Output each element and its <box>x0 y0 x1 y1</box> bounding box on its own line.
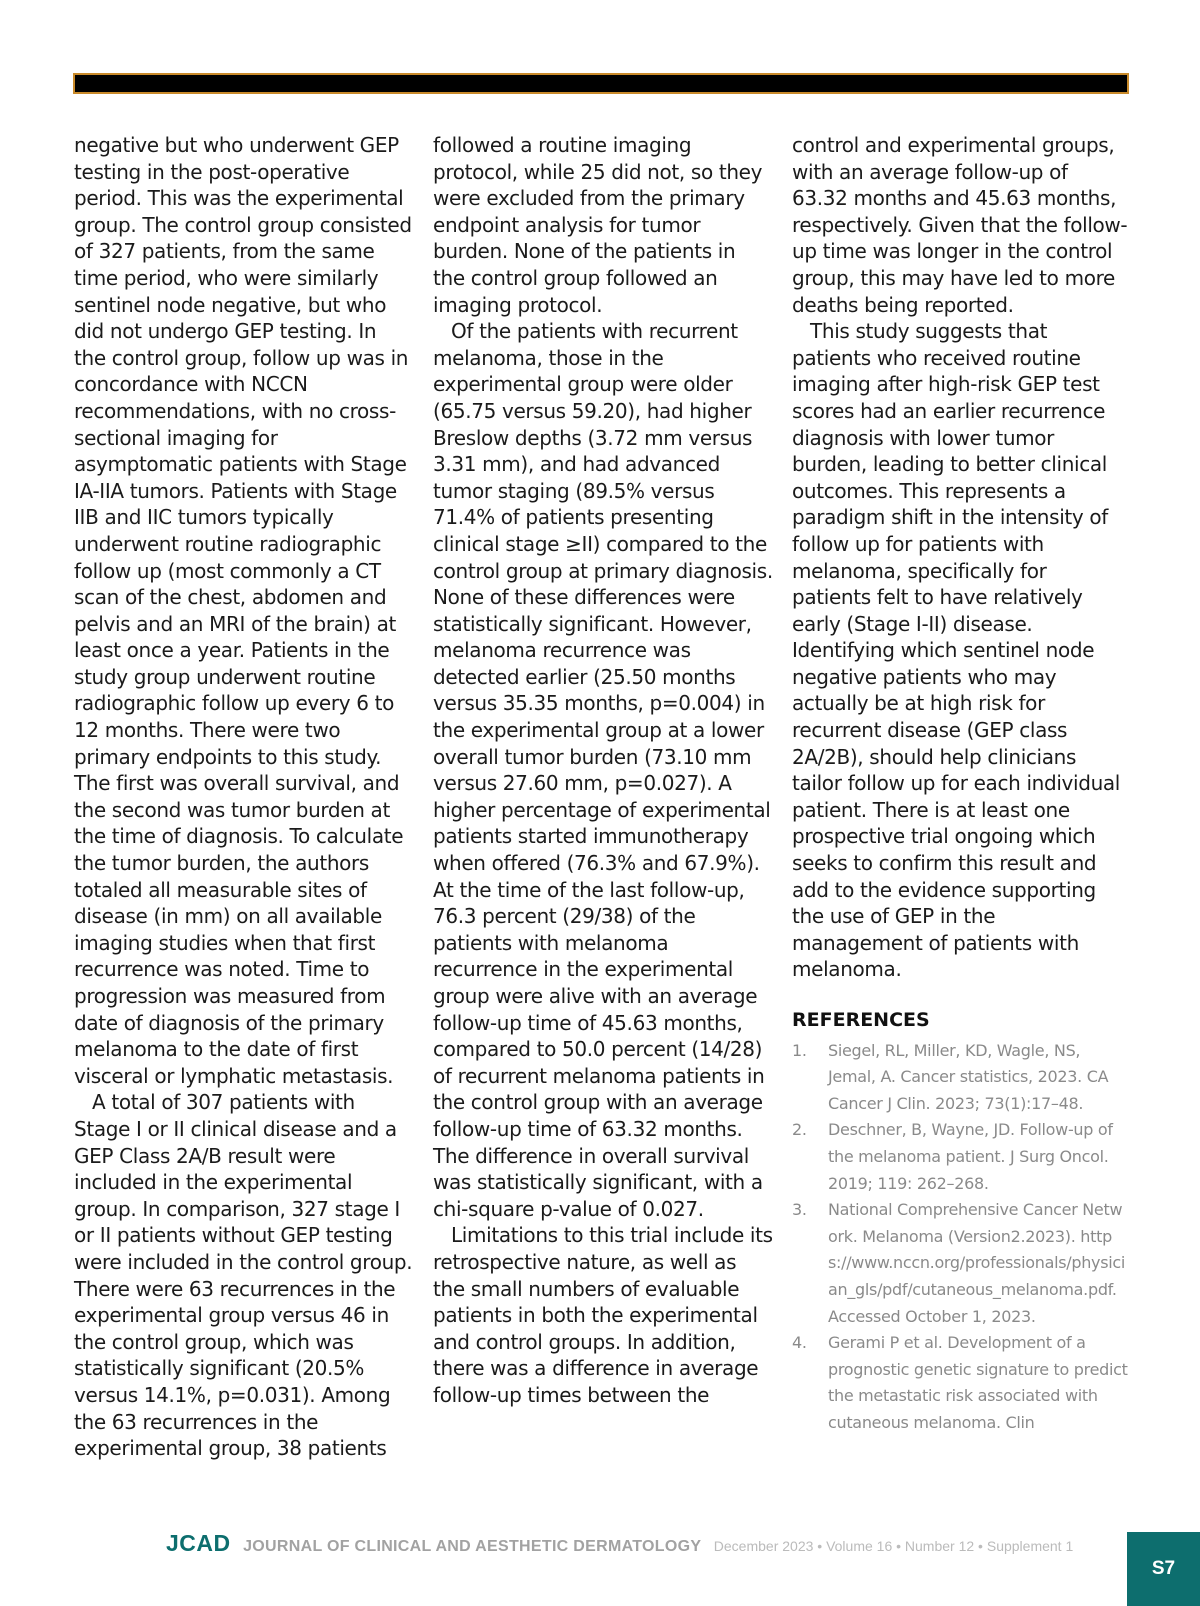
journal-logo: JCAD <box>166 1530 231 1556</box>
reference-text: National Comprehensive Cancer Network. Melanoma (Version2.2023). https://www.nccn.org/professionals/physician_gls/pdf/cutaneous_melanoma.pdf. Accessed October 1, 2023. <box>828 1200 1126 1326</box>
reference-item <box>792 1117 1128 1197</box>
paragraph: followed a routine imaging protocol, while 25 did not, so they were excluded from the primary endpoint analysis for tumor burden. None of the patients in the control group followed an imaging protocol. <box>433 133 763 317</box>
paragraph: Limitations to this trial include its retrospective nature, as well as the small numbers of evaluable patients in both the experimental and control groups. In addition, there was a difference in average follow-up times between the <box>433 1223 773 1407</box>
reference-text: Gerami P et al. Development of a prognostic genetic signature to predict the metastatic risk associated with cutaneous melanoma. Clin <box>828 1333 1128 1432</box>
article-column-2 <box>433 132 773 1409</box>
references-list <box>792 1038 1128 1437</box>
reference-item <box>792 1038 1128 1118</box>
paragraph: This study suggests that patients who received routine imaging after high-risk GEP test scores had an earlier recurrence diagnosis with lower tumor burden, leading to better clinical outcomes. This represents a paradigm shift in the intensity of follow up for patients with melanoma, specifically for patients felt to have relatively early (Stage I-II) disease. Identifying which sentinel node negative patients who may actually be at high risk for recurrent disease (GEP class 2A/2B), should help clinicians tailor follow up for each individual patient. There is at least one prospective trial ongoing which seeks to confirm this result and add to the evidence supporting the use of GEP in the management of patients with melanoma. <box>792 319 1121 982</box>
reference-item <box>792 1330 1128 1436</box>
footer-line <box>166 1530 1073 1557</box>
reference-text: Siegel, RL, Miller, KD, Wagle, NS, Jemal, A. Cancer statistics, 2023. CA Cancer J Clin. 2023; 73(1):17–48. <box>828 1040 1109 1113</box>
article-column-3 <box>792 132 1128 1437</box>
header-rule <box>73 73 1129 94</box>
journal-name: JOURNAL OF CLINICAL AND AESTHETIC DERMATOLOGY <box>243 1538 702 1555</box>
reference-number: 3. <box>792 1200 807 1220</box>
issue-info: December 2023 • Volume 16 • Number 12 • Supplement 1 <box>713 1538 1074 1554</box>
paragraph: control and experimental groups, with an average follow-up of 63.32 months and 45.63 months, respectively. Given that the follow-up time was longer in the control group, this may have led to more deaths being reported. <box>792 133 1128 317</box>
paragraph: Of the patients with recurrent melanoma, those in the experimental group were older (65.75 versus 59.20), had higher Breslow depths (3.72 mm versus 3.31 mm), and had advanced tumor staging (89.5% versus 71.4% of patients presenting clinical stage ≥II) compared to the control group at primary diagnosis. None of these differences were statistically significant. However, melanoma recurrence was detected earlier (25.50 months versus 35.35 months, p=0.004) in the experimental group at a lower overall tumor burden (73.10 mm versus 27.60 mm, p=0.027). A higher percentage of experimental patients started immunotherapy when offered (76.3% and 67.9%). At the time of the last follow-up, 76.3 percent (29/38) of the patients with melanoma recurrence in the experimental group were alive with an average follow-up time of 45.63 months, compared to 50.0 percent (14/28) of recurrent melanoma patients in the control group with an average follow-up time of 63.32 months. The difference in overall survival was statistically significant, with a chi-square p-value of 0.027. <box>433 319 773 1221</box>
reference-text: Deschner, B, Wayne, JD. Follow-up of the melanoma patient. J Surg Oncol. 2019; 119: 262–268. <box>828 1120 1113 1193</box>
article-column-1 <box>74 132 414 1462</box>
page-number: S7 <box>1127 1532 1200 1606</box>
reference-item <box>792 1197 1128 1330</box>
reference-number: 4. <box>792 1333 807 1353</box>
paragraph: negative but who underwent GEP testing in the post-operative period. This was the experimental group. The control group consisted of 327 patients, from the same time period, who were similarly sentinel node negative, but who did not undergo GEP testing. In the control group, follow up was in concordance with NCCN recommendations, with no cross-sectional imaging for asymptomatic patients with Stage IA-IIA tumors. Patients with Stage IIB and IIC tumors typically underwent routine radiographic follow up (most commonly a CT scan of the chest, abdomen and pelvis and an MRI of the brain) at least once a year. Patients in the study group underwent routine radiographic follow up every 6 to 12 months. There were two primary endpoints to this study. The first was overall survival, and the second was tumor burden at the time of diagnosis. To calculate the tumor burden, the authors totaled all measurable sites of disease (in mm) on all available imaging studies when that first recurrence was noted. Time to progression was measured from date of diagnosis of the primary melanoma to the date of first visceral or lymphatic metastasis. <box>74 133 412 1088</box>
paragraph: A total of 307 patients with Stage I or II clinical disease and a GEP Class 2A/B result were included in the experimental group. In comparison, 327 stage I or II patients without GEP testing were included in the control group. There were 63 recurrences in the experimental group versus 46 in the control group, which was statistically significant (20.5% versus 14.1%, p=0.031). Among the 63 recurrences in the experimental group, 38 patients <box>74 1090 413 1461</box>
reference-number: 1. <box>792 1040 807 1060</box>
references-heading: REFERENCES <box>792 1009 930 1031</box>
reference-number: 2. <box>792 1120 807 1140</box>
page-footer <box>0 1530 1200 1606</box>
